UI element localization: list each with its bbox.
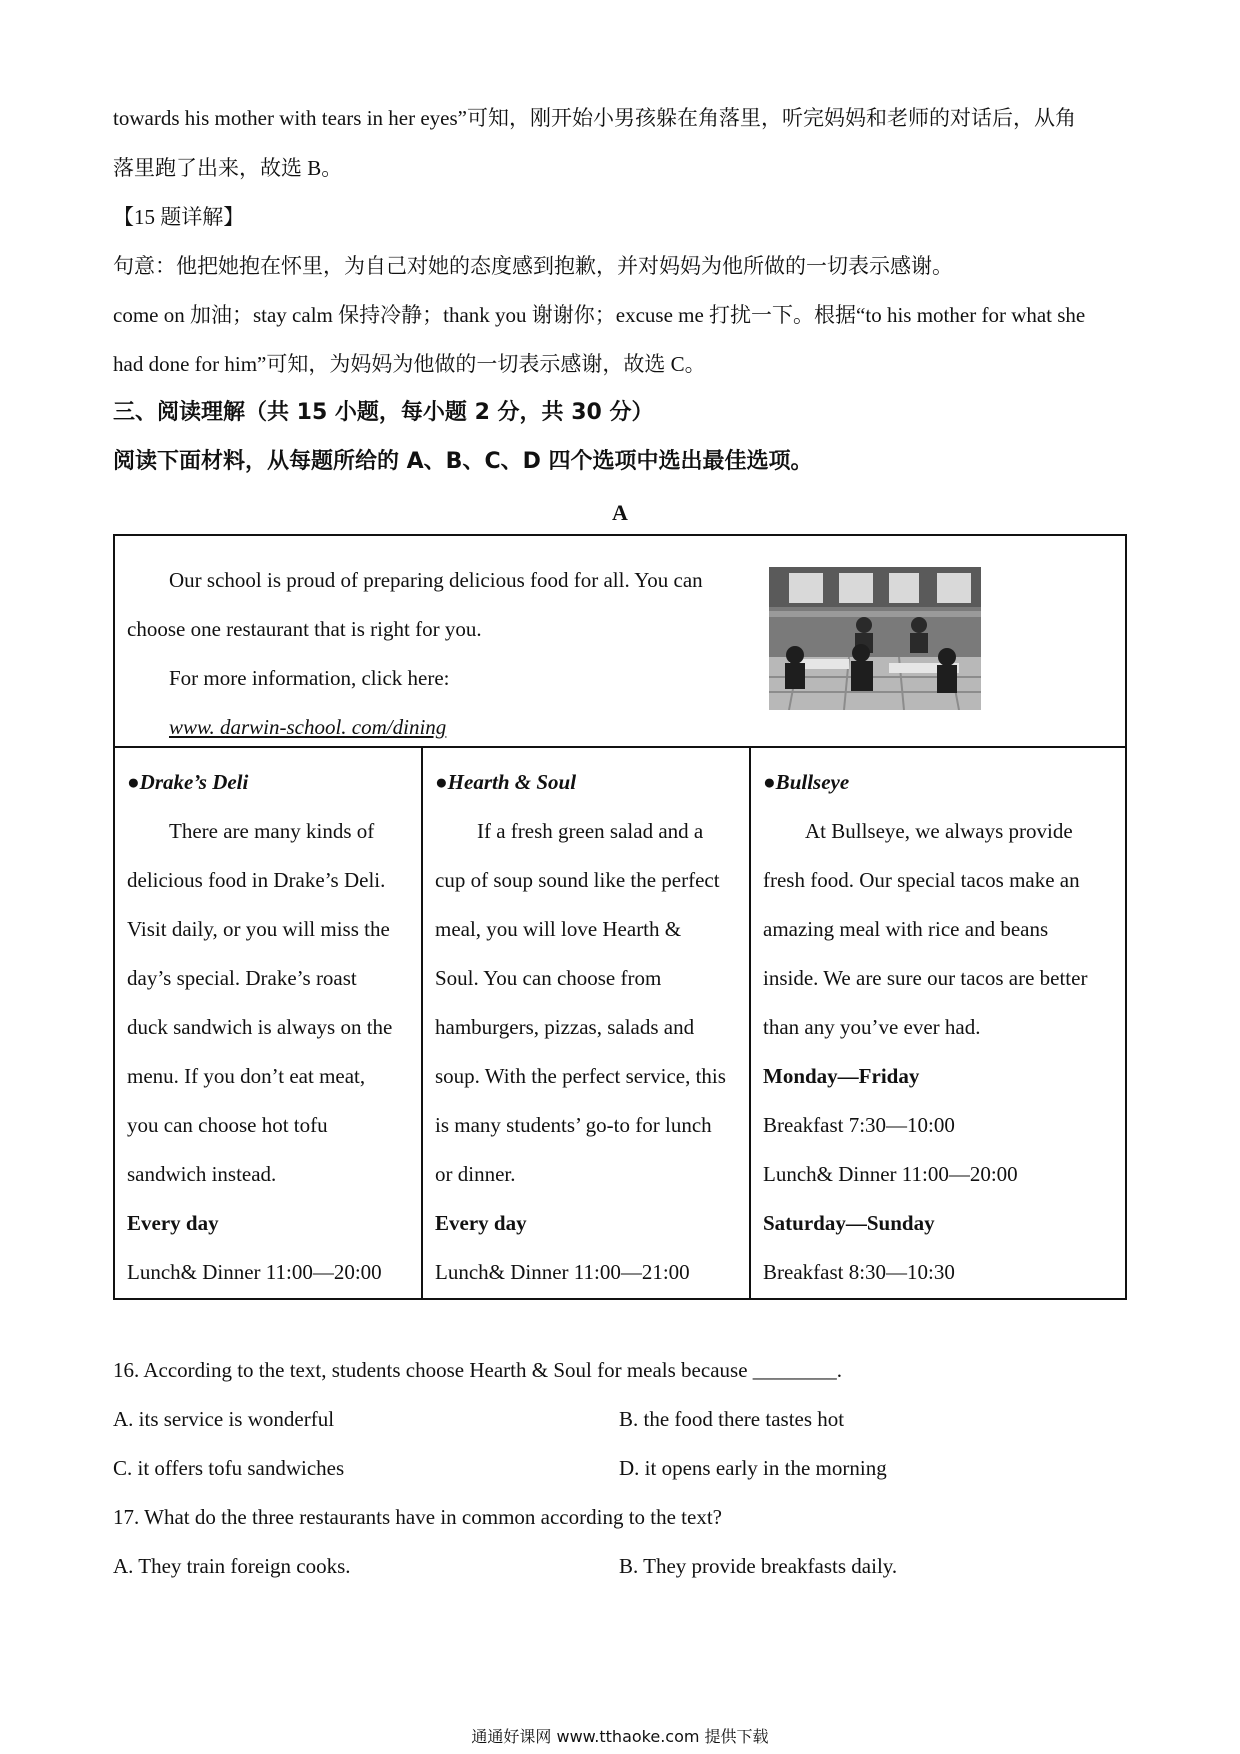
restaurant-drakes-deli [127,758,417,1297]
question-16: 16. According to the text, students choose Hearth & Soul for meals because ________. [113,1358,843,1382]
schedule-hours: Lunch& Dinner 11:00—21:00 [435,1260,690,1284]
column-divider [421,746,423,1298]
restaurant-desc: fresh food. Our special tacos make an [763,868,1080,892]
restaurant-desc: There are many kinds of [169,819,375,843]
option-16-a[interactable]: A. its service is wonderful [113,1407,335,1431]
restaurant-desc: amazing meal with rice and beans [763,917,1049,941]
q15-heading: 【15 题详解】 [113,205,245,229]
table-divider [115,746,1125,748]
q15-explanation: come on 加油；stay calm 保持冷静；thank you 谢谢你；excuse me 打扰一下。根据“to his mother for what she [113,303,1086,327]
restaurant-desc: Soul. You can choose from [435,966,662,990]
restaurant-desc: menu. If you don’t eat meat, [127,1064,366,1088]
section-instruction: 阅读下面材料，从每题所给的 A、B、C、D 四个选项中选出最佳选项。 [113,449,813,474]
restaurant-desc: At Bullseye, we always provide [805,819,1073,843]
restaurant-desc: cup of soup sound like the perfect [435,868,720,892]
restaurant-desc: is many students’ go-to for lunch [435,1113,712,1137]
option-16-b[interactable]: B. the food there tastes hot [619,1407,845,1431]
intro-block [127,556,747,752]
restaurant-desc: than any you’ve ever had. [763,1015,981,1039]
section-title: 三、阅读理解（共 15 小题，每小题 2 分，共 30 分） [113,400,654,425]
restaurant-desc: meal, you will love Hearth & [435,917,682,941]
schedule-label: Every day [127,1211,219,1235]
intro-text: For more information, click here: [169,666,450,690]
footer-watermark: 通通好课网 www.tthaoke.com 提供下载 [471,1727,769,1746]
restaurant-name: ●Bullseye [763,770,850,794]
restaurant-desc: sandwich instead. [127,1162,277,1186]
restaurant-desc: you can choose hot tofu [127,1113,328,1137]
restaurant-desc: day’s special. Drake’s roast [127,966,357,990]
option-17-b[interactable]: B. They provide breakfasts daily. [619,1554,898,1578]
answer-text-line: 落里跑了出来，故选 B。 [113,156,343,180]
schedule-hours: Breakfast 7:30—10:00 [763,1113,955,1137]
restaurant-name: ●Drake’s Deli [127,770,249,794]
option-17-a[interactable]: A. They train foreign cooks. [113,1554,351,1578]
intro-text: choose one restaurant that is right for you. [127,617,482,641]
restaurant-desc: Visit daily, or you will miss the [127,917,390,941]
schedule-label: Every day [435,1211,527,1235]
schedule-hours: Lunch& Dinner 11:00—20:00 [763,1162,1018,1186]
restaurant-name: ●Hearth & Soul [435,770,577,794]
passage-label: A [612,500,628,525]
option-16-d[interactable]: D. it opens early in the morning [619,1456,887,1480]
answer-text-line: towards his mother with tears in her eyes”可知，刚开始小男孩躲在角落里，听完妈妈和老师的对话后，从角 [113,106,1076,130]
dining-hall-image [769,567,981,710]
restaurant-bullseye [763,758,1123,1297]
column-divider [749,746,751,1298]
restaurant-desc: If a fresh green salad and a [477,819,704,843]
option-16-c[interactable]: C. it offers tofu sandwiches [113,1456,345,1480]
restaurant-table [113,534,1127,1300]
intro-text: Our school is proud of preparing delicious food for all. You can [169,568,703,592]
schedule-hours: Lunch& Dinner 11:00—20:00 [127,1260,382,1284]
restaurant-desc: duck sandwich is always on the [127,1015,393,1039]
restaurant-desc: hamburgers, pizzas, salads and [435,1015,695,1039]
restaurant-desc: delicious food in Drake’s Deli. [127,868,386,892]
dining-link[interactable]: www. darwin-school. com/dining [169,715,447,739]
restaurant-desc: or dinner. [435,1162,516,1186]
question-17: 17. What do the three restaurants have in common according to the text? [113,1505,722,1529]
schedule-hours: Breakfast 8:30—10:30 [763,1260,955,1284]
q15-explanation: had done for him”可知，为妈妈为他做的一切表示感谢，故选 C。 [113,352,706,376]
restaurant-desc: soup. With the perfect service, this [435,1064,726,1088]
restaurant-desc: inside. We are sure our tacos are better [763,966,1088,990]
q15-meaning: 句意：他把她抱在怀里，为自己对她的态度感到抱歉，并对妈妈为他所做的一切表示感谢。 [113,254,953,278]
schedule-label: Saturday—Sunday [763,1211,935,1235]
restaurant-hearth-soul [435,758,747,1297]
schedule-label: Monday—Friday [763,1064,920,1088]
